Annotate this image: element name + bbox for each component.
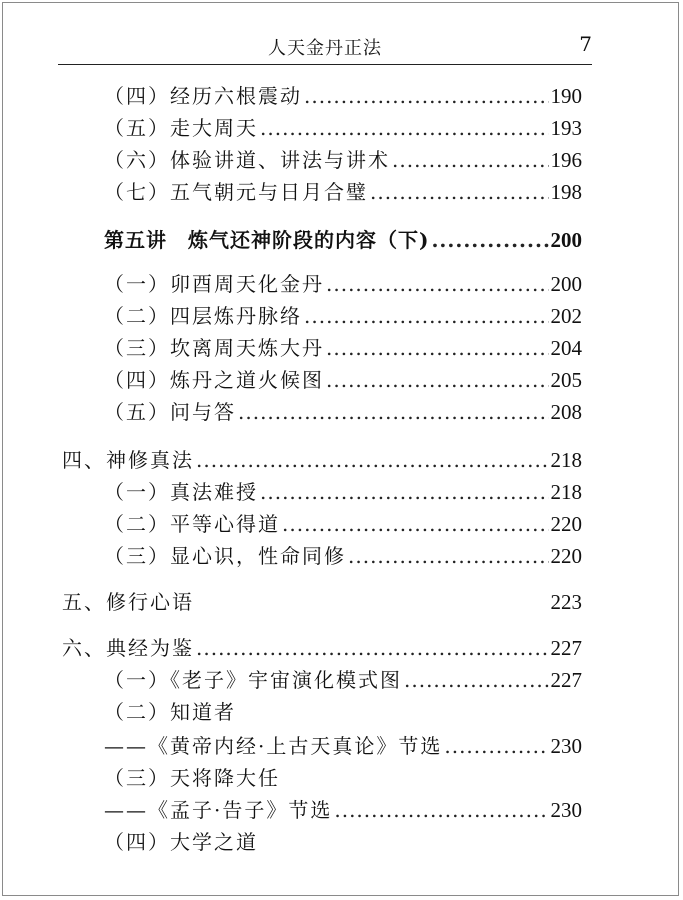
toc-leader-dots (370, 178, 549, 206)
toc-entry-page: 204 (550, 336, 582, 360)
toc-entry[interactable] (104, 302, 582, 330)
toc-entry-title: （一）真法难授 (104, 480, 258, 504)
toc-leader-dots (304, 82, 549, 110)
toc-leader-dots (304, 302, 549, 330)
toc-leader-dots (238, 398, 549, 426)
toc-entry[interactable] (104, 796, 582, 824)
toc-entry-page: 218 (550, 480, 582, 504)
book-title: 人天金丹正法 (268, 38, 382, 59)
toc-entry[interactable] (104, 82, 582, 110)
toc-entry-page: 205 (550, 368, 582, 392)
toc-leader-dots (260, 114, 549, 142)
toc-entry[interactable] (104, 828, 582, 856)
toc-entry-title: （二）知道者 (104, 700, 236, 724)
toc-leader-dots (334, 796, 548, 824)
toc-entry[interactable] (104, 114, 582, 142)
toc-leader-dots (260, 478, 549, 506)
toc-entry-page: 198 (550, 180, 582, 204)
toc-section-title: 四、神修真法 (62, 448, 194, 472)
toc-entry[interactable] (104, 732, 582, 760)
toc-entry-title: （二）平等心得道 (104, 512, 280, 536)
toc-entry-page: 202 (550, 304, 582, 328)
toc-section[interactable] (62, 634, 582, 662)
toc-section-title: 五、修行心语 (62, 590, 194, 614)
toc-section[interactable] (62, 588, 582, 616)
toc-entry-title: （六）体验讲道、讲法与讲术 (104, 148, 390, 172)
toc-leader-dots (348, 542, 549, 570)
toc-leader-dots (404, 666, 549, 694)
toc-entry-page: 223 (550, 590, 582, 614)
toc-entry-title: （七）五气朝元与日月合璧 (104, 180, 368, 204)
toc-entry[interactable] (104, 270, 582, 298)
toc-leader-dots (326, 334, 549, 362)
toc-entry-title: （五）问与答 (104, 400, 236, 424)
toc-leader-dots (326, 366, 549, 394)
toc-chapter-title: 第五讲 炼气还神阶段的内容（下) (104, 228, 430, 252)
toc-entry-title: （四）经历六根震动 (104, 84, 302, 108)
toc-entry-page: 190 (550, 84, 582, 108)
toc-entry-title: （四）大学之道 (104, 830, 258, 854)
toc-leader-dots (196, 446, 549, 474)
toc-section-title: 六、典经为鉴 (62, 636, 194, 660)
toc-entry-title: ——《黄帝内经·上古天真论》节选 (104, 734, 443, 758)
toc-entry[interactable] (104, 366, 582, 394)
toc-entry[interactable] (104, 542, 582, 570)
toc-entry-page: 220 (550, 512, 582, 536)
toc-entry[interactable] (104, 178, 582, 206)
toc-entry-title: （一）《老子》宇宙演化模式图 (104, 668, 402, 692)
toc-entry-title: （三）显心识，性命同修 (104, 544, 346, 568)
toc-entry-page: 200 (550, 272, 582, 296)
toc-leader-dots (326, 270, 549, 298)
toc-entry[interactable] (104, 698, 582, 726)
toc-leader-dots (444, 732, 548, 760)
toc-entry-page: 220 (550, 544, 582, 568)
toc-entry[interactable] (104, 510, 582, 538)
toc-entry[interactable] (104, 764, 582, 792)
toc-entry-page: 227 (550, 636, 582, 660)
toc-entry[interactable] (104, 334, 582, 362)
toc-leader-dots (282, 510, 549, 538)
toc-leader-dots (196, 634, 549, 662)
toc-entry-title: （二）四层炼丹脉络 (104, 304, 302, 328)
toc-entry-title: （三）坎离周天炼大丹 (104, 336, 324, 360)
toc-entry-title: （三）天将降大任 (104, 766, 280, 790)
toc-entry-page: 200 (550, 228, 582, 252)
running-header (58, 30, 592, 65)
toc-entry-page: 230 (550, 798, 582, 822)
toc-entry-title: ——《孟子·告子》节选 (104, 798, 333, 822)
toc-leader-dots (431, 226, 548, 254)
toc-entry-page: 196 (550, 148, 582, 172)
toc-entry-title: （五）走大周天 (104, 116, 258, 140)
toc-entry[interactable] (104, 666, 582, 694)
toc-entry-title: （四）炼丹之道火候图 (104, 368, 324, 392)
toc-entry-page: 230 (550, 734, 582, 758)
toc-section[interactable] (62, 446, 582, 474)
toc-entry-title: （一）卯酉周天化金丹 (104, 272, 324, 296)
toc-entry[interactable] (104, 146, 582, 174)
page-number: 7 (579, 32, 592, 56)
toc-entry-page: 227 (550, 668, 582, 692)
toc-entry[interactable] (104, 398, 582, 426)
toc-entry-page: 193 (550, 116, 582, 140)
toc-chapter-heading[interactable] (104, 226, 582, 254)
toc-entry-page: 218 (550, 448, 582, 472)
toc-entry[interactable] (104, 478, 582, 506)
toc-entry-page: 208 (550, 400, 582, 424)
toc-leader-dots (392, 146, 549, 174)
